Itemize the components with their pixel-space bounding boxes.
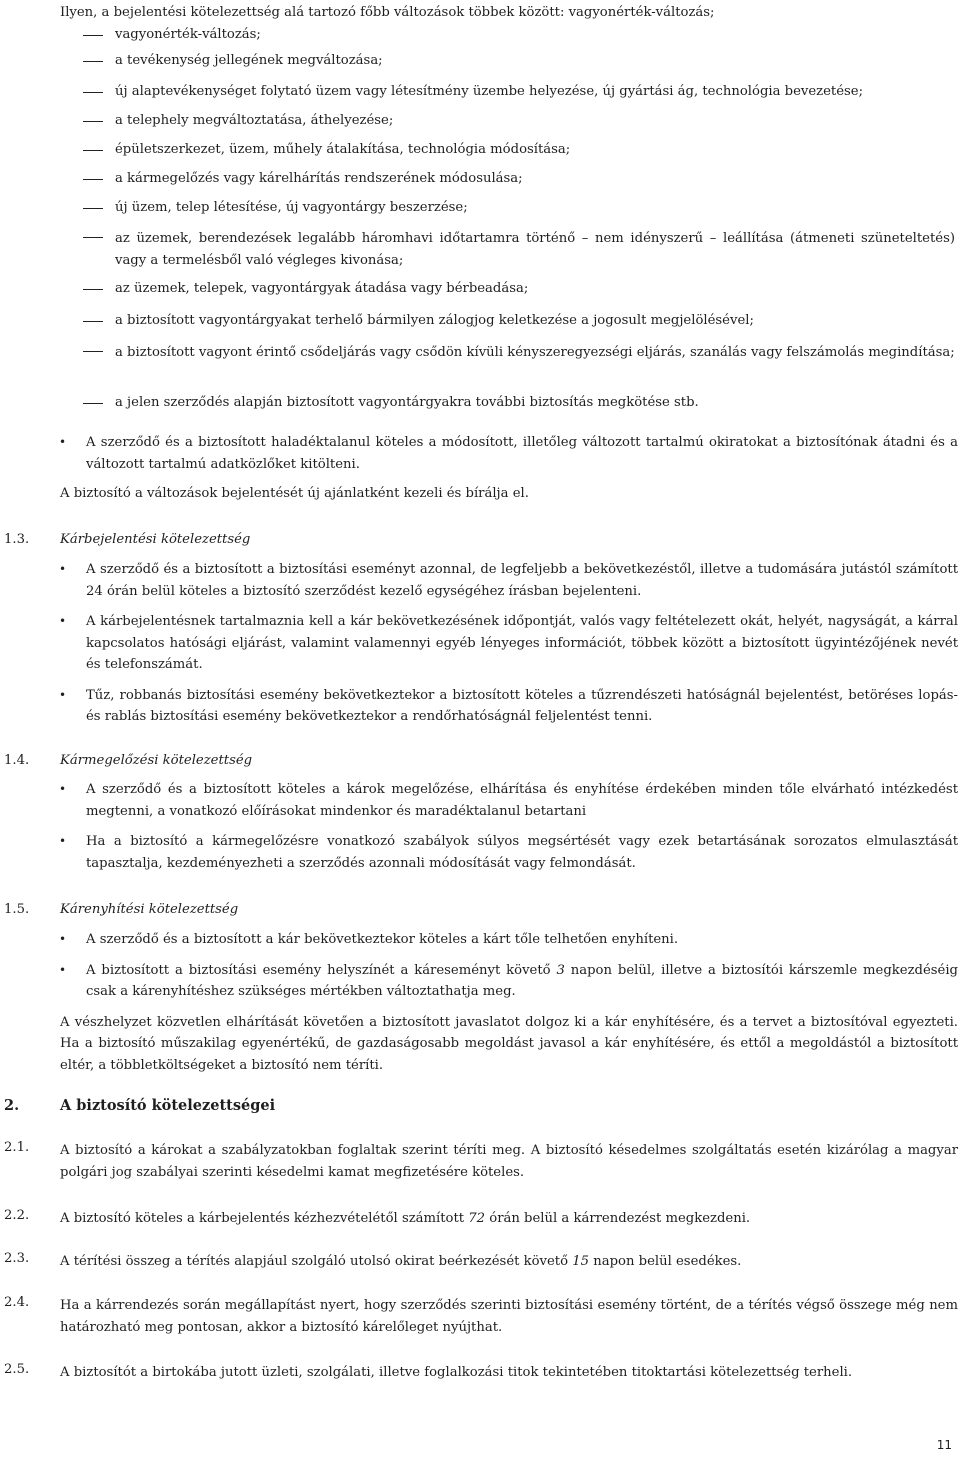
section-number: 1.5. (4, 902, 30, 917)
section-title: Kárbejelentési kötelezettség (60, 532, 251, 547)
section-title: A biztosító kötelezettségei (60, 1097, 276, 1114)
bullet-item: • A szerződő és a biztosított a kár bekövetkeztekor köteles a kárt tőle telhetően enyhíteni. (86, 929, 958, 951)
list-item: a biztosított vagyontárgyakat terhelő bármilyen zálogjog keletkezése a jogosult megjelölésével; (115, 312, 955, 342)
bullet-item: • Tűz, robbanás biztosítási esemény bekövetkeztekor a biztosított köteles a tűzrendészeti hatóságnál bejelentést, betöréses lopás- és rablás biztosítási esemény bekövetkeztekor a rendőrhatóságnál feljelentést tenni. (86, 685, 958, 728)
list-item: vagyonérték-változás; (115, 26, 955, 52)
numbered-paragraph-2-1 (4, 1140, 960, 1183)
list-item: a kármegelőzés vagy kárelhárítás rendszerének módosulása; (115, 170, 955, 199)
text-run: A térítési összeg a térítés alapjául szolgáló utolsó okirat beérkezését követő (60, 1254, 573, 1269)
list-item: új alaptevékenységet folytató üzem vagy létesítmény üzembe helyezése, új gyártási ág, technológia bevezetése; (115, 83, 955, 112)
section-heading-1-4 (4, 751, 252, 771)
chapter-heading-2 (4, 1097, 275, 1114)
paragraph-text (60, 1251, 958, 1273)
list-item: az üzemek, berendezések legalább háromhavi időtartamra történő – nem idényszerű – leállítása (átmeneti szüneteltetés) vagy a termelésből való végleges kivonása; (115, 228, 955, 280)
list-item: a tevékenység jellegének megváltozása; (115, 52, 955, 83)
list-item: a telephely megváltoztatása, áthelyezése; (115, 112, 955, 141)
paragraph-text: Ha a kárrendezés során megállapítást nyert, hogy szerződés szerinti biztosítási esemény történt, de a térítés végső összege még nem határozható meg pontosan, akkor a biztosító kárelőleget nyújthat. (60, 1298, 958, 1335)
paragraph: A vészhelyzet közvetlen elhárítását követően a biztosított javaslatot dolgoz ki a kár enyhítésére, és a tervet a biztosítóval egyezteti. Ha a biztosító műszakilag egyenértékű, de gazdaságosabb megoldást javasol a kár enyhítésére, és ettől a megoldástól a biztosított eltér, a többletköltségeket a biztosító nem téríti. (60, 1014, 958, 1073)
paragraph-text (60, 1208, 958, 1230)
section-body-1-3 (0, 559, 960, 728)
text-run: A biztosító köteles a kárbejelentés kézhezvételétől számított (60, 1211, 469, 1226)
section-title: Kárenyhítési kötelezettség (60, 902, 239, 917)
section-number: 1.4. (4, 753, 30, 768)
bullet-item (86, 960, 958, 1003)
paragraph-number: 2.4. (4, 1295, 30, 1310)
bullet-item: • Ha a biztosító a kármegelőzésre vonatkozó szabályok súlyos megsértését vagy ezek betartásának sorozatos elmulasztását tapasztalja, kezdeményezheti a szerződés azonnali módosítását vagy felmondását. (86, 831, 958, 874)
bullet-item: • A szerződő és a biztosított a biztosítási eseményt azonnal, de legfeljebb a bekövetkezéstől, illetve a tudomására jutástól számított 24 órán belül köteles a biztosító szerződést kezelő egységéhez írásban bejelenteni. (86, 559, 958, 602)
numbered-paragraph-2-4 (4, 1295, 960, 1338)
intro-line: Ilyen, a bejelentési kötelezettség alá tartozó főbb változások többek között: vagyonérték-változás; (60, 5, 715, 20)
bullet-item: • A szerződő és a biztosított haladéktalanul köteles a módosított, illetőleg változott tartalmú okiratokat a biztosítónak átadni és a változott tartalmú adatközlőket kitölteni. (86, 432, 958, 475)
list-item: az üzemek, telepek, vagyontárgyak átadása vagy bérbeadása; (115, 280, 955, 312)
section-number: 2. (4, 1097, 20, 1114)
list-item: a jelen szerződés alapján biztosított vagyontárgyakra további biztosítás megkötése stb. (115, 394, 955, 418)
list-item: új üzem, telep létesítése, új vagyontárgy beszerzése; (115, 199, 955, 228)
emphasis-number: 72 (468, 1211, 486, 1226)
numbered-paragraph-2-5 (4, 1362, 960, 1384)
paragraph-number: 2.3. (4, 1251, 30, 1266)
paragraph-text: A biztosító a károkat a szabályzatokban foglaltak szerint téríti meg. A biztosító késedelmes szolgáltatás esetén kizárólag a magyar polgári jog szabályai szerinti késedelmi kamat megfizetésére köteles. (60, 1143, 958, 1180)
list-item: épületszerkezet, üzem, műhely átalakítása, technológia módosítása; (115, 141, 955, 170)
section-body-1-5 (0, 929, 960, 1076)
text-run: napon belül, illetve a biztosítói kárszemle megkezdéséig csak a kárenyhítéshez szükséges mértékben változtathatja meg. (86, 962, 958, 999)
text-run: napon belül esedékes. (589, 1254, 742, 1269)
paragraph: A biztosító a változások bejelentését új ajánlatként kezeli és bírálja el. (60, 486, 529, 501)
section-heading-1-5 (4, 900, 238, 920)
section-number: 1.3. (4, 532, 30, 547)
paragraph-number: 2.2. (4, 1208, 30, 1223)
changes-list (0, 26, 960, 418)
section-title: Kármegelőzési kötelezettség (60, 753, 253, 768)
bullet-item: • A kárbejelentésnek tartalmaznia kell a kár bekövetkezésének időpontját, valós vagy feltételezett okát, helyét, nagyságát, a kárral kapcsolatos hatósági eljárást, valamint valamennyi egyéb lényeges információt, többek között a biztosított ügyintézőjének nevét és telefonszámát. (86, 611, 958, 676)
section-heading-1-3 (4, 530, 250, 550)
paragraph-number: 2.5. (4, 1362, 30, 1377)
page-number: 11 (936, 1438, 952, 1452)
changes-followup (0, 432, 960, 505)
text-run: A biztosított a biztosítási esemény helyszínét a káreseményt követő (86, 962, 557, 978)
numbered-paragraph-2-3 (4, 1251, 960, 1273)
paragraph-number: 2.1. (4, 1140, 30, 1155)
emphasis-number: 3 (556, 962, 565, 978)
bullet-item: • A szerződő és a biztosított köteles a károk megelőzése, elhárítása és enyhítése érdekében minden tőle elvárható intézkedést megtenni, a vonatkozó előírásokat mindenkor és maradéktalanul betartani (86, 779, 958, 822)
section-body-1-4 (0, 779, 960, 874)
emphasis-number: 15 (572, 1254, 590, 1269)
paragraph-text: A biztosítót a birtokába jutott üzleti, szolgálati, illetve foglalkozási titok tekintetében titoktartási kötelezettség terheli. (60, 1365, 853, 1380)
list-item: a biztosított vagyont érintő csődeljárás vagy csődön kívüli kényszeregyezségi eljárás, szanálás vagy felszámolás megindítása; (115, 342, 955, 394)
numbered-paragraph-2-2 (4, 1208, 960, 1230)
text-run: órán belül a kárrendezést megkezdeni. (485, 1211, 751, 1226)
